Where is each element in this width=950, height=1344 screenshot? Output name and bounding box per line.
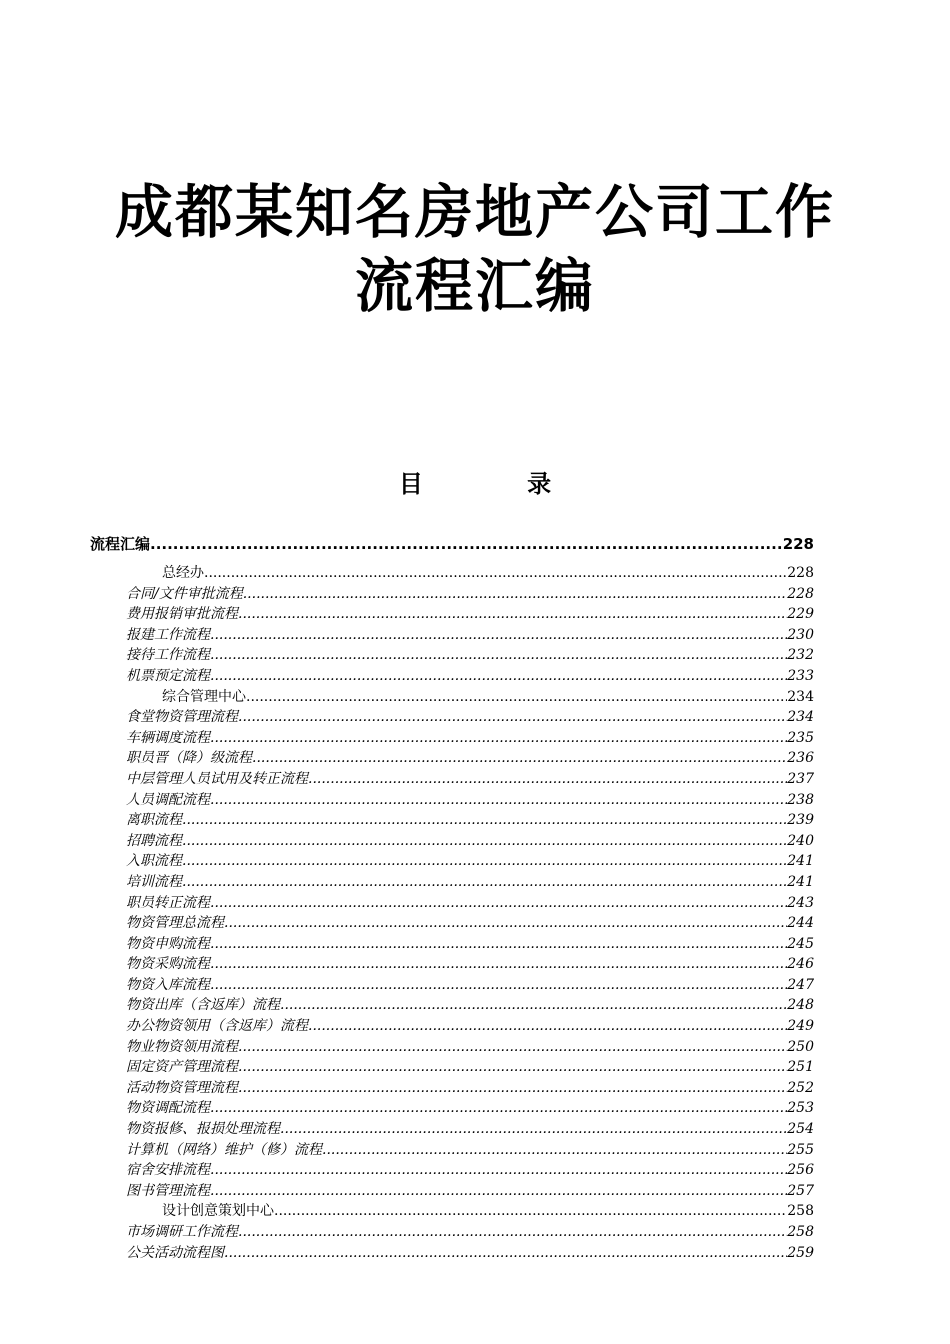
toc-entry-label: 接待工作流程 <box>126 647 210 664</box>
toc-entry-page: 228 <box>787 565 814 581</box>
toc-entry-label: 人员调配流程 <box>126 791 210 808</box>
toc-leader-dots <box>238 1078 787 1099</box>
toc-entry-label: 入职流程 <box>126 853 182 870</box>
toc-leader-dots <box>210 666 787 687</box>
toc-leader-dots <box>238 1057 787 1078</box>
toc-entry-label: 市场调研工作流程 <box>126 1224 238 1240</box>
toc-leader-dots <box>182 831 787 852</box>
toc-entry-label: 活动物资管理流程 <box>126 1079 238 1096</box>
toc-entry-process[interactable] <box>90 934 814 955</box>
toc-entry-process[interactable] <box>90 1057 814 1078</box>
toc-leader-dots <box>210 645 787 666</box>
toc-entry-label: 报建工作流程 <box>126 626 210 643</box>
toc-entry-label: 合同/文件审批流程 <box>126 585 243 602</box>
toc-entry-process[interactable] <box>90 995 814 1016</box>
toc-entry-page: 252 <box>787 1079 814 1096</box>
toc-entry-label: 固定资产管理流程 <box>126 1059 238 1076</box>
toc-entry-process[interactable] <box>90 1119 814 1140</box>
toc-entry-label: 物资申购流程 <box>126 935 210 952</box>
toc-leader-dots <box>224 1243 787 1264</box>
toc-entry-process[interactable] <box>90 1016 814 1037</box>
toc-leader-dots <box>204 563 787 584</box>
toc-entry-label: 图书管理流程 <box>126 1182 210 1199</box>
toc-leader-dots <box>182 872 787 893</box>
toc-leader-dots <box>210 625 787 646</box>
toc-leader-dots <box>210 1160 787 1181</box>
toc-entry-label: 职员晋（降）级流程 <box>126 750 252 767</box>
toc-leader-dots <box>280 995 787 1016</box>
table-of-contents <box>90 533 814 1263</box>
toc-entry-page: 246 <box>787 956 814 973</box>
toc-entry-process[interactable] <box>90 975 814 996</box>
toc-entry-process[interactable] <box>90 584 814 605</box>
toc-entry-page: 241 <box>787 853 814 870</box>
toc-leader-dots <box>182 851 787 872</box>
toc-leader-dots <box>238 1037 787 1058</box>
toc-entry-process[interactable] <box>90 1098 814 1119</box>
toc-leader-dots <box>210 934 787 955</box>
toc-entry-page: 241 <box>787 873 814 890</box>
toc-entry-process[interactable] <box>90 810 814 831</box>
toc-entry-label: 综合管理中心 <box>162 688 246 705</box>
toc-entry-page: 234 <box>787 688 814 705</box>
toc-entry-process[interactable] <box>90 625 814 646</box>
toc-entry-label: 职员转正流程 <box>126 894 210 911</box>
toc-leader-dots <box>243 584 788 605</box>
toc-entry-department[interactable] <box>90 687 814 708</box>
toc-leader-dots <box>274 1201 787 1222</box>
toc-entry-process[interactable] <box>90 1037 814 1058</box>
toc-leader-dots <box>308 1016 787 1037</box>
toc-entry-process[interactable] <box>90 790 814 811</box>
toc-entry-page: 228 <box>787 585 814 602</box>
toc-leader-dots <box>246 687 787 708</box>
toc-entry-process[interactable] <box>90 666 814 687</box>
toc-entry-page: 250 <box>787 1038 814 1055</box>
toc-entry-page: 256 <box>787 1162 814 1179</box>
toc-entry-process[interactable] <box>90 748 814 769</box>
toc-leader-dots <box>280 1119 787 1140</box>
toc-leader-dots <box>182 810 787 831</box>
toc-entry-page: 239 <box>787 812 814 829</box>
toc-leader-dots <box>210 1181 787 1202</box>
toc-entry-section[interactable] <box>90 533 814 555</box>
toc-entry-process[interactable] <box>90 1222 814 1243</box>
toc-leader-dots <box>210 954 787 975</box>
document-title-line2: 流程汇编 <box>354 252 595 320</box>
toc-entry-label: 物资报修、报损处理流程 <box>126 1121 280 1138</box>
toc-entry-label: 计算机（网络）维护（修）流程 <box>126 1141 322 1158</box>
toc-leader-dots <box>150 533 783 555</box>
toc-entry-page: 251 <box>787 1059 814 1076</box>
toc-entry-page: 247 <box>787 976 814 993</box>
toc-leader-dots <box>238 1222 787 1243</box>
toc-entry-page: 234 <box>787 709 814 726</box>
toc-entry-page: 253 <box>787 1100 814 1117</box>
toc-entry-label: 流程汇编 <box>90 535 151 553</box>
toc-entry-page: 245 <box>787 935 814 952</box>
toc-entry-page: 243 <box>787 894 814 911</box>
toc-entry-department[interactable] <box>90 1201 814 1222</box>
toc-entry-page: 259 <box>787 1244 814 1261</box>
toc-heading: 目 录 <box>398 469 600 498</box>
toc-entry-process[interactable] <box>90 769 814 790</box>
toc-entry-process[interactable] <box>90 893 814 914</box>
toc-leader-dots <box>238 707 787 728</box>
toc-entry-page: 255 <box>787 1141 814 1158</box>
toc-entry-page: 236 <box>787 750 814 767</box>
toc-entry-process[interactable] <box>90 1140 814 1161</box>
toc-entry-process[interactable] <box>90 1078 814 1099</box>
toc-entry-label: 公关活动流程图 <box>126 1244 224 1261</box>
toc-leader-dots <box>322 1140 787 1161</box>
toc-entry-page: 248 <box>787 997 814 1014</box>
toc-entry-page: 254 <box>787 1121 814 1138</box>
toc-entry-label: 机票预定流程 <box>126 667 210 684</box>
toc-entry-process[interactable] <box>90 851 814 872</box>
toc-entry-page: 240 <box>787 832 814 849</box>
toc-entry-label: 物资出库（含返库）流程 <box>126 997 280 1014</box>
toc-leader-dots <box>210 1098 787 1119</box>
toc-entry-label: 招聘流程 <box>126 832 182 849</box>
toc-entry-label: 车辆调度流程 <box>126 729 210 746</box>
toc-entry-label: 培训流程 <box>126 873 182 890</box>
toc-entry-process[interactable] <box>90 604 814 625</box>
toc-entry-page: 238 <box>787 791 814 808</box>
toc-entry-page: 230 <box>787 626 814 643</box>
toc-entry-process[interactable] <box>90 1181 814 1202</box>
toc-leader-dots <box>210 790 787 811</box>
toc-entry-label: 物资管理总流程 <box>126 915 224 932</box>
toc-entry-label: 中层管理人员试用及转正流程 <box>126 770 308 787</box>
toc-leader-dots <box>210 975 787 996</box>
toc-entry-label: 费用报销审批流程 <box>126 606 238 623</box>
toc-entry-page: 235 <box>787 729 814 746</box>
toc-entry-label: 物资采购流程 <box>126 956 210 973</box>
toc-entry-page: 228 <box>782 535 814 553</box>
toc-leader-dots <box>224 913 787 934</box>
toc-entry-page: 258 <box>787 1224 814 1240</box>
toc-entry-process[interactable] <box>90 707 814 728</box>
toc-entry-process[interactable] <box>90 645 814 666</box>
toc-entry-process[interactable] <box>90 728 814 749</box>
toc-entry-process[interactable] <box>90 913 814 934</box>
toc-leader-dots <box>210 893 787 914</box>
toc-entry-process[interactable] <box>90 1243 814 1264</box>
toc-leader-dots <box>210 728 787 749</box>
document-title-line1: 成都某知名房地产公司工作 <box>114 178 835 246</box>
toc-entry-page: 244 <box>787 915 814 932</box>
toc-entry-label: 办公物资领用（含返库）流程 <box>126 1018 308 1035</box>
toc-leader-dots <box>308 769 787 790</box>
toc-entry-label: 总经办 <box>162 565 204 581</box>
toc-entry-page: 249 <box>787 1018 814 1035</box>
toc-entry-label: 宿舍安排流程 <box>126 1162 210 1179</box>
toc-entry-department[interactable] <box>90 563 814 584</box>
toc-entry-label: 物业物资领用流程 <box>126 1038 238 1055</box>
toc-entry-label: 设计创意策划中心 <box>162 1203 274 1220</box>
toc-leader-dots <box>238 604 787 625</box>
toc-entry-page: 233 <box>787 667 814 684</box>
toc-entry-page: 257 <box>787 1182 814 1199</box>
toc-entry-process[interactable] <box>90 831 814 852</box>
toc-entry-page: 258 <box>787 1203 814 1220</box>
toc-entry-label: 物资调配流程 <box>126 1100 210 1117</box>
toc-entry-process[interactable] <box>90 954 814 975</box>
toc-entry-process[interactable] <box>90 872 814 893</box>
toc-entry-label: 物资入库流程 <box>126 976 210 993</box>
toc-entry-page: 232 <box>787 647 814 664</box>
toc-entry-page: 237 <box>787 770 814 787</box>
toc-leader-dots <box>252 748 787 769</box>
toc-entry-label: 食堂物资管理流程 <box>126 709 238 726</box>
toc-entry-label: 离职流程 <box>126 812 182 829</box>
toc-entry-process[interactable] <box>90 1160 814 1181</box>
toc-entry-page: 229 <box>787 606 814 623</box>
